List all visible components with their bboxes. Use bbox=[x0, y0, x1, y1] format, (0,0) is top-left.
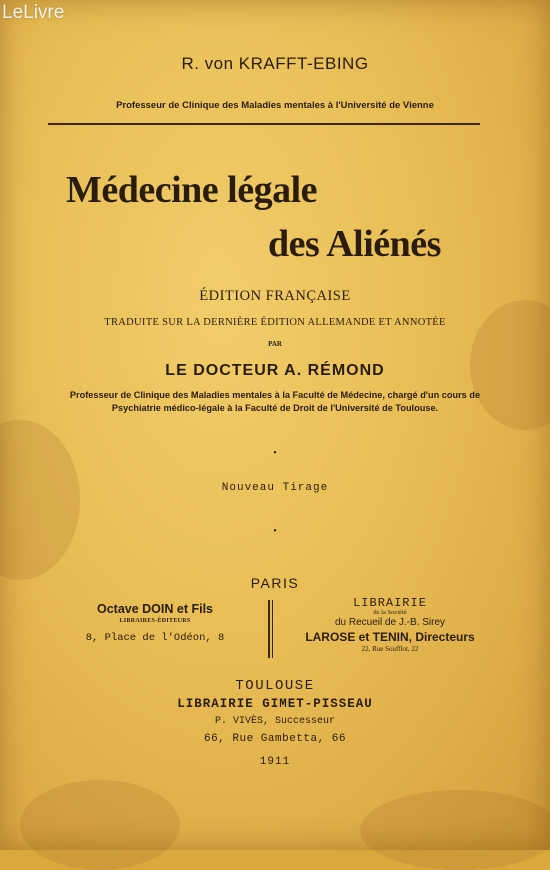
title-line-1: Médecine légale bbox=[66, 169, 318, 211]
column-divider bbox=[268, 600, 270, 658]
publisher-sirey-line: du Recueil de J.-B. Sirey bbox=[334, 617, 446, 628]
city-toulouse: TOULOUSE bbox=[235, 678, 315, 694]
translator-affiliation: Professeur de Clinique des Maladies mentales à la Faculté de Médecine, chargé d'un cours de Psychiatrie médico-légale à la Faculté de Droit de l'Université de Toulouse. bbox=[69, 390, 481, 413]
edition-label: ÉDITION FRANÇAISE bbox=[199, 288, 351, 304]
publisher-gimet: LIBRAIRIE GIMET-PISSEAU bbox=[177, 697, 373, 711]
ornament: • bbox=[273, 448, 277, 459]
city-paris: PARIS bbox=[250, 575, 300, 591]
publisher-doin bbox=[50, 602, 260, 644]
par-label: PAR bbox=[268, 340, 282, 348]
translation-note: TRADUITE SUR LA DERNIÈRE ÉDITION ALLEMANDE ET ANNOTÉE bbox=[104, 317, 446, 328]
publication-year: 1911 bbox=[259, 756, 291, 768]
author-name: R. von KRAFFT-EBING bbox=[181, 54, 369, 73]
publisher-gimet-address: 66, Rue Gambetta, 66 bbox=[203, 733, 347, 745]
publisher-successor: P. VIVÈS, Successeur bbox=[214, 716, 336, 727]
publisher-sirey-address: 22, Rue Soufflot, 22 bbox=[361, 645, 419, 653]
translator-name: LE DOCTEUR A. RÉMOND bbox=[165, 362, 385, 379]
ornament: • bbox=[273, 526, 277, 537]
publisher-doin-name: Octave DOIN et Fils bbox=[96, 602, 213, 616]
author-affiliation: Professeur de Clinique des Maladies mentales à l'Université de Vienne bbox=[116, 100, 434, 111]
publisher-sirey-directors: LAROSE et TENIN, Directeurs bbox=[305, 630, 475, 644]
publisher-sirey bbox=[280, 596, 500, 653]
title-rule bbox=[48, 123, 480, 125]
publisher-sirey-small: de la Société bbox=[373, 609, 407, 616]
watermark-logo bbox=[2, 2, 64, 24]
publisher-doin-role: LIBRAIRES-ÉDITEURS bbox=[119, 618, 191, 624]
publisher-doin-address: 8, Place de l'Odéon, 8 bbox=[85, 632, 225, 644]
title-line-2: des Aliénés bbox=[268, 223, 441, 265]
column-divider bbox=[272, 600, 273, 658]
printing-note: Nouveau Tirage bbox=[221, 482, 329, 494]
publisher-sirey-label: LIBRAIRIE bbox=[353, 596, 427, 610]
watermark-text: LeLivre bbox=[2, 2, 65, 23]
